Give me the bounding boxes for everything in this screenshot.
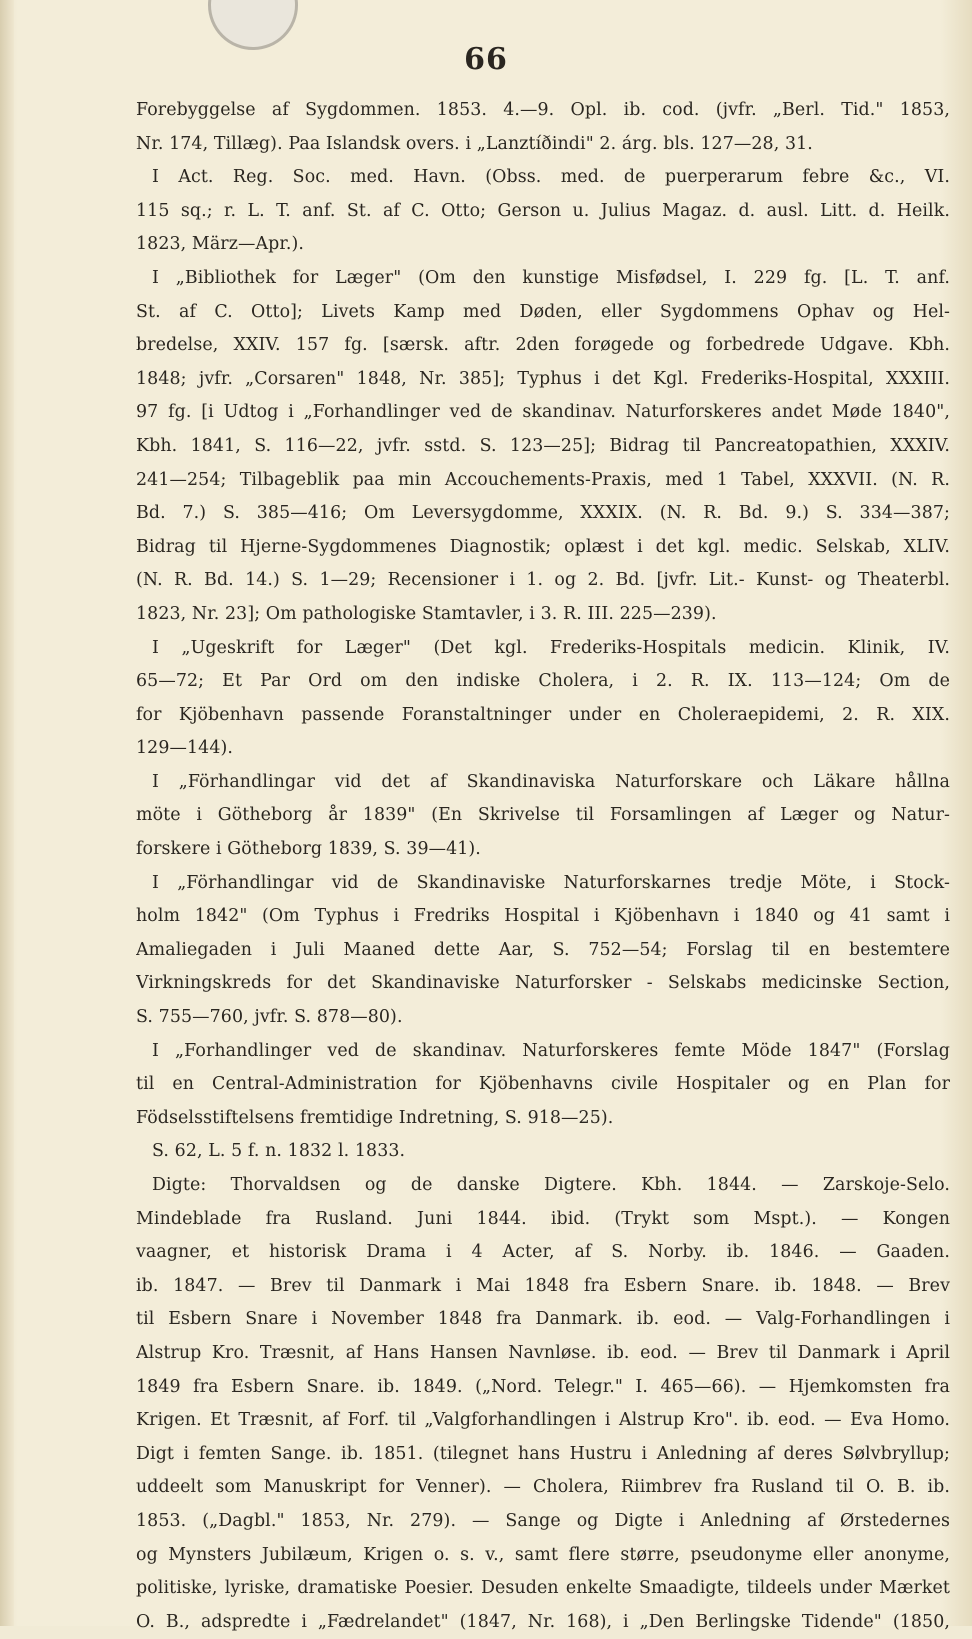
text-line: I Act. Reg. Soc. med. Havn. (Obss. med. de puerperarum febre &c., VI. xyxy=(152,167,950,188)
text-line: holm 1842" (Om Typhus i Fredriks Hospital i Kjöbenhavn i 1840 og 41 samt i xyxy=(136,906,950,927)
page-binding-edge xyxy=(0,0,14,1626)
text-line: I „Ugeskrift for Læger" (Det kgl. Frederiks-Hospitals medicin. Klinik, IV. xyxy=(152,637,950,658)
text-line: Bidrag til Hjerne-Sygdommenes Diagnostik; oplæst i det kgl. medic. Selskab, XLIV. xyxy=(136,536,950,557)
text-line: Krigen. Et Træsnit, af Forf. til „Valgforhandlingen i Alstrup Kro". ib. eod. — Eva Homo. xyxy=(136,1410,950,1431)
text-line: S. 755—760, jvfr. S. 878—80). xyxy=(136,1007,403,1028)
text-line: 1823, Nr. 23]; Om pathologiske Stamtavler, i 3. R. III. 225—239). xyxy=(136,603,717,624)
text-line: vaagner, et historisk Drama i 4 Acter, af S. Norby. ib. 1846. — Gaaden. xyxy=(136,1242,950,1263)
text-line: Alstrup Kro. Træsnit, af Hans Hansen Navnløse. ib. eod. — Brev til Danmark i April xyxy=(136,1342,950,1363)
text-line: Bd. 7.) S. 385—416; Om Leversygdomme, XXXIX. (N. R. Bd. 9.) S. 334—387; xyxy=(136,503,950,524)
text-line: til en Central-Administration for Kjöbenhavns civile Hospitaler og en Plan for xyxy=(136,1074,950,1095)
text-line: 65—72; Et Par Ord om den indiske Cholera, i 2. R. IX. 113—124; Om de xyxy=(136,671,950,692)
text-line: S. 62, L. 5 f. n. 1832 l. 1833. xyxy=(152,1141,406,1162)
text-line: 115 sq.; r. L. T. anf. St. af C. Otto; Gerson u. Julius Magaz. d. ausl. Litt. d. Heilk. xyxy=(136,200,950,221)
text-line: forskere i Götheborg 1839, S. 39—41). xyxy=(136,839,481,860)
text-line: for Kjöbenhavn passende Foranstaltninger under en Choleraepidemi, 2. R. XIX. xyxy=(136,704,950,725)
text-line: O. B., adspredte i „Fædrelandet" (1847, Nr. 168), i „Den Berlingske Tidende" (1850, xyxy=(136,1611,950,1632)
text-line: Forebyggelse af Sygdommen. 1853. 4.—9. Opl. ib. cod. (jvfr. „Berl. Tid." 1853, xyxy=(136,100,950,120)
text-line: Kbh. 1841, S. 116—22, jvfr. sstd. S. 123—25]; Bidrag til Pancreatopathien, XXXIV. xyxy=(136,435,950,456)
text-line: uddeelt som Manuskript for Venner). — Cholera, Riimbrev fra Rusland til O. B. ib. xyxy=(136,1477,950,1498)
text-line: bredelse, XXIV. 157 fg. [særsk. aftr. 2den forøgede og forbedrede Udgave. Kbh. xyxy=(136,335,950,356)
text-line: Digte: Thorvaldsen og de danske Digtere. Kbh. 1844. — Zarskoje-Selo. xyxy=(152,1175,950,1195)
text-line: Virkningskreds for det Skandinaviske Naturforsker - Selskabs medicinske Section, xyxy=(136,973,950,994)
text-line: 129—144). xyxy=(136,738,233,759)
body-text xyxy=(136,94,950,1639)
text-line: I „Forhandlinger ved de skandinav. Naturforskeres femte Möde 1847" (Forslag xyxy=(152,1040,950,1061)
text-line: 1848; jvfr. „Corsaren" 1848, Nr. 385]; Typhus i det Kgl. Frederiks-Hospital, XXXIII. xyxy=(136,368,950,389)
text-line: Födselsstiftelsens fremtidige Indretning, S. 918—25). xyxy=(136,1107,614,1128)
text-line: I „Bibliothek for Læger" (Om den kunstige Misfødsel, I. 229 fg. [L. T. anf. xyxy=(152,267,950,288)
text-line: I „Förhandlingar vid de Skandinaviske Naturforskarnes tredje Möte, i Stock- xyxy=(152,872,950,893)
text-line: 1849 fra Esbern Snare. ib. 1849. („Nord. Telegr." I. 465—66). — Hjemkomsten fra xyxy=(136,1376,950,1397)
text-line: til Esbern Snare i November 1848 fra Danmark. ib. eod. — Valg-Forhandlingen i xyxy=(136,1309,950,1330)
text-line: ib. 1847. — Brev til Danmark i Mai 1848 fra Esbern Snare. ib. 1848. — Brev xyxy=(136,1275,950,1296)
page-number: 66 xyxy=(464,42,508,77)
text-line: Amaliegaden i Juli Maaned dette Aar, S. 752—54; Forslag til en bestemtere xyxy=(136,939,950,960)
text-line: 241—254; Tilbageblik paa min Accouchements-Praxis, med 1 Tabel, XXXVII. (N. R. xyxy=(136,469,950,490)
text-line: Nr. 174, Tillæg). Paa Islandsk overs. i „Lanztíðindi" 2. árg. bls. 127—28, 31. xyxy=(136,133,813,154)
text-line: Mindeblade fra Rusland. Juni 1844. ibid. (Trykt som Mspt.). — Kongen xyxy=(136,1208,950,1229)
text-line: 97 fg. [i Udtog i „Forhandlinger ved de skandinav. Naturforskeres andet Møde 1840", xyxy=(136,402,950,423)
text-line: og Mynsters Jubilæum, Krigen o. s. v., samt flere større, pseudonyme eller anonyme, xyxy=(136,1544,950,1565)
text-line: (N. R. Bd. 14.) S. 1—29; Recensioner i 1. og 2. Bd. [jvfr. Lit.- Kunst- og Theaterbl. xyxy=(136,570,950,591)
text-line: Digt i femten Sange. ib. 1851. (tilegnet hans Hustru i Anledning af deres Sølvbryllup; xyxy=(136,1443,950,1464)
text-line: St. af C. Otto]; Livets Kamp med Døden, eller Sygdommens Ophav og Hel- xyxy=(136,301,950,322)
text-line: 1823, März—Apr.). xyxy=(136,234,304,255)
text-line: möte i Götheborg år 1839" (En Skrivelse til Forsamlingen af Læger og Natur- xyxy=(136,805,950,826)
text-line: 1853. („Dagbl." 1853, Nr. 279). — Sange og Digte i Anledning af Ørstedernes xyxy=(136,1510,950,1531)
text-line: politiske, lyriske, dramatiske Poesier. Desuden enkelte Smaadigte, tildeels under Mærket xyxy=(136,1578,950,1599)
text-line: I „Förhandlingar vid det af Skandinaviska Naturforskare och Läkare hållna xyxy=(152,771,950,792)
